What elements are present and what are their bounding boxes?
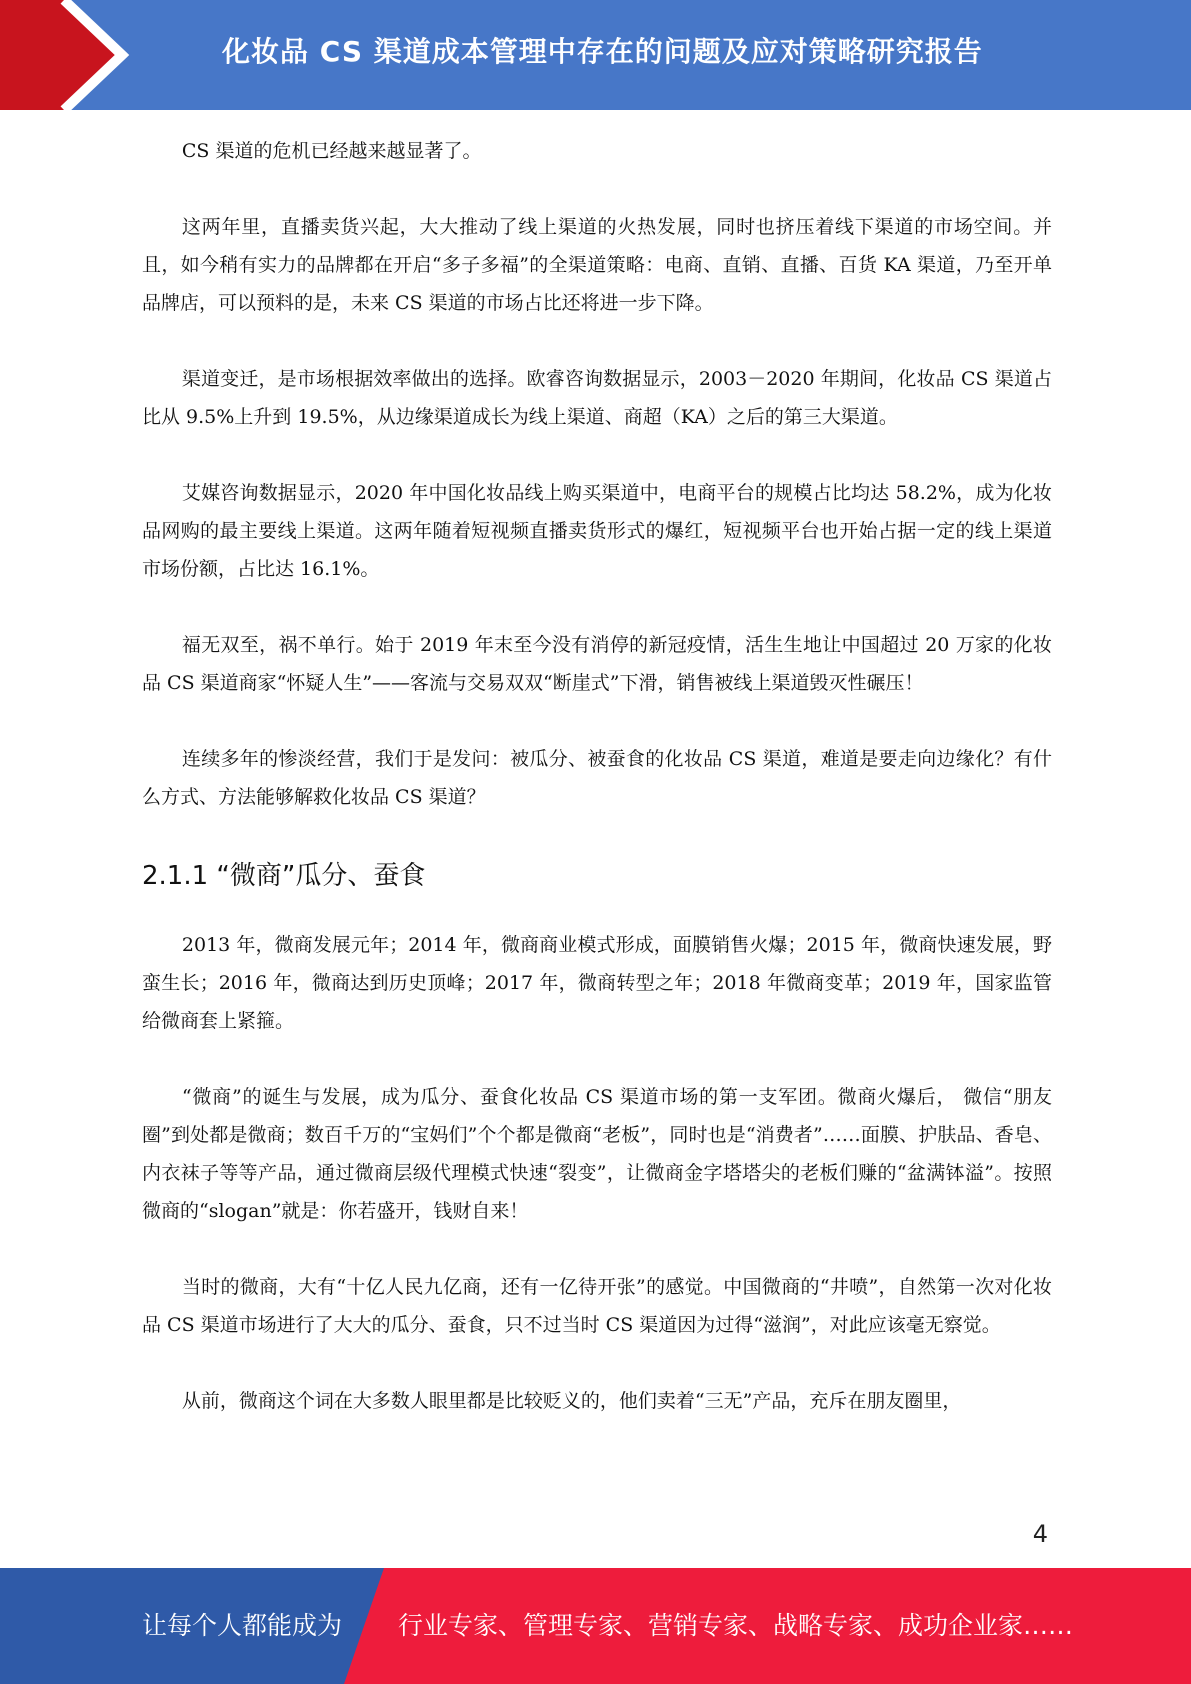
- paragraph: 连续多年的惨淡经营，我们于是发问：被瓜分、被蚕食的化妆品 CS 渠道，难道是要走向边缘化？有什么方式、方法能够解救化妆品 CS 渠道？: [142, 748, 1052, 808]
- paragraph: “微商”的诞生与发展，成为瓜分、蚕食化妆品 CS 渠道市场的第一支军团。微商火爆后， 微信“朋友圈”到处都是微商；数百千万的“宝妈们”个个都是微商“老板”，同时也是“消费者”……面膜、护肤品、香皂、内衣袜子等等产品，通过微商层级代理模式快速“裂变”，让微商金字塔塔尖的老板们赚的“盆满钵溢”。按照微商的“slogan”就是：你若盛开，钱财自来！: [142, 1086, 1052, 1222]
- page-number: 4: [1032, 1520, 1048, 1548]
- footer-slogan-right: 行业专家、管理专家、营销专家、战略专家、成功企业家……: [398, 1611, 1074, 1640]
- paragraph: 福无双至，祸不单行。始于 2019 年末至今没有消停的新冠疫情，活生生地让中国超过 20 万家的化妆品 CS 渠道商家“怀疑人生”——客流与交易双双“断崖式”下滑，销售被线上渠道毁灭性碾压！: [142, 634, 1052, 694]
- page-footer: [0, 1568, 1191, 1684]
- paragraph: 从前，微商这个词在大多数人眼里都是比较贬义的，他们卖着“三无”产品，充斥在朋友圈里，: [181, 1390, 962, 1412]
- paragraph: 这两年里，直播卖货兴起，大大推动了线上渠道的火热发展，同时也挤压着线下渠道的市场空间。并且，如今稍有实力的品牌都在开启“多子多福”的全渠道策略：电商、直销、直播、百货 KA 渠道，乃至开单品牌店，可以预料的是，未来 CS 渠道的市场占比还将进一步下降。: [142, 216, 1052, 314]
- header-title: 化妆品 CS 渠道成本管理中存在的问题及应对策略研究报告: [222, 35, 983, 68]
- header-arrow-decoration: [0, 0, 160, 110]
- document-body: [142, 132, 1052, 1458]
- footer-slogan-left: 让每个人都能成为: [142, 1611, 343, 1640]
- paragraph: CS 渠道的危机已经越来越显著了。: [181, 140, 482, 162]
- paragraph: 渠道变迁，是市场根据效率做出的选择。欧睿咨询数据显示，2003－2020 年期间，化妆品 CS 渠道占比从 9.5%上升到 19.5%，从边缘渠道成长为线上渠道、商超（KA）之后的第三大渠道。: [142, 368, 1052, 428]
- paragraph: 当时的微商，大有“十亿人民九亿商，还有一亿待开张”的感觉。中国微商的“井喷”，自然第一次对化妆品 CS 渠道市场进行了大大的瓜分、蚕食，只不过当时 CS 渠道因为过得“滋润”，对此应该毫无察觉。: [142, 1276, 1052, 1336]
- page-header: [0, 0, 1191, 110]
- paragraph: 艾媒咨询数据显示，2020 年中国化妆品线上购买渠道中，电商平台的规模占比均达 58.2%，成为化妆品网购的最主要线上渠道。这两年随着短视频直播卖货形式的爆红，短视频平台也开始占据一定的线上渠道市场份额，占比达 16.1%。: [142, 482, 1052, 580]
- paragraph: 2013 年，微商发展元年；2014 年，微商商业模式形成，面膜销售火爆；2015 年，微商快速发展，野蛮生长；2016 年，微商达到历史顶峰；2017 年，微商转型之年；2018 年微商变革；2019 年，国家监管给微商套上紧箍。: [142, 934, 1052, 1032]
- section-heading: 2.1.1 “微商”瓜分、蚕食: [142, 861, 426, 891]
